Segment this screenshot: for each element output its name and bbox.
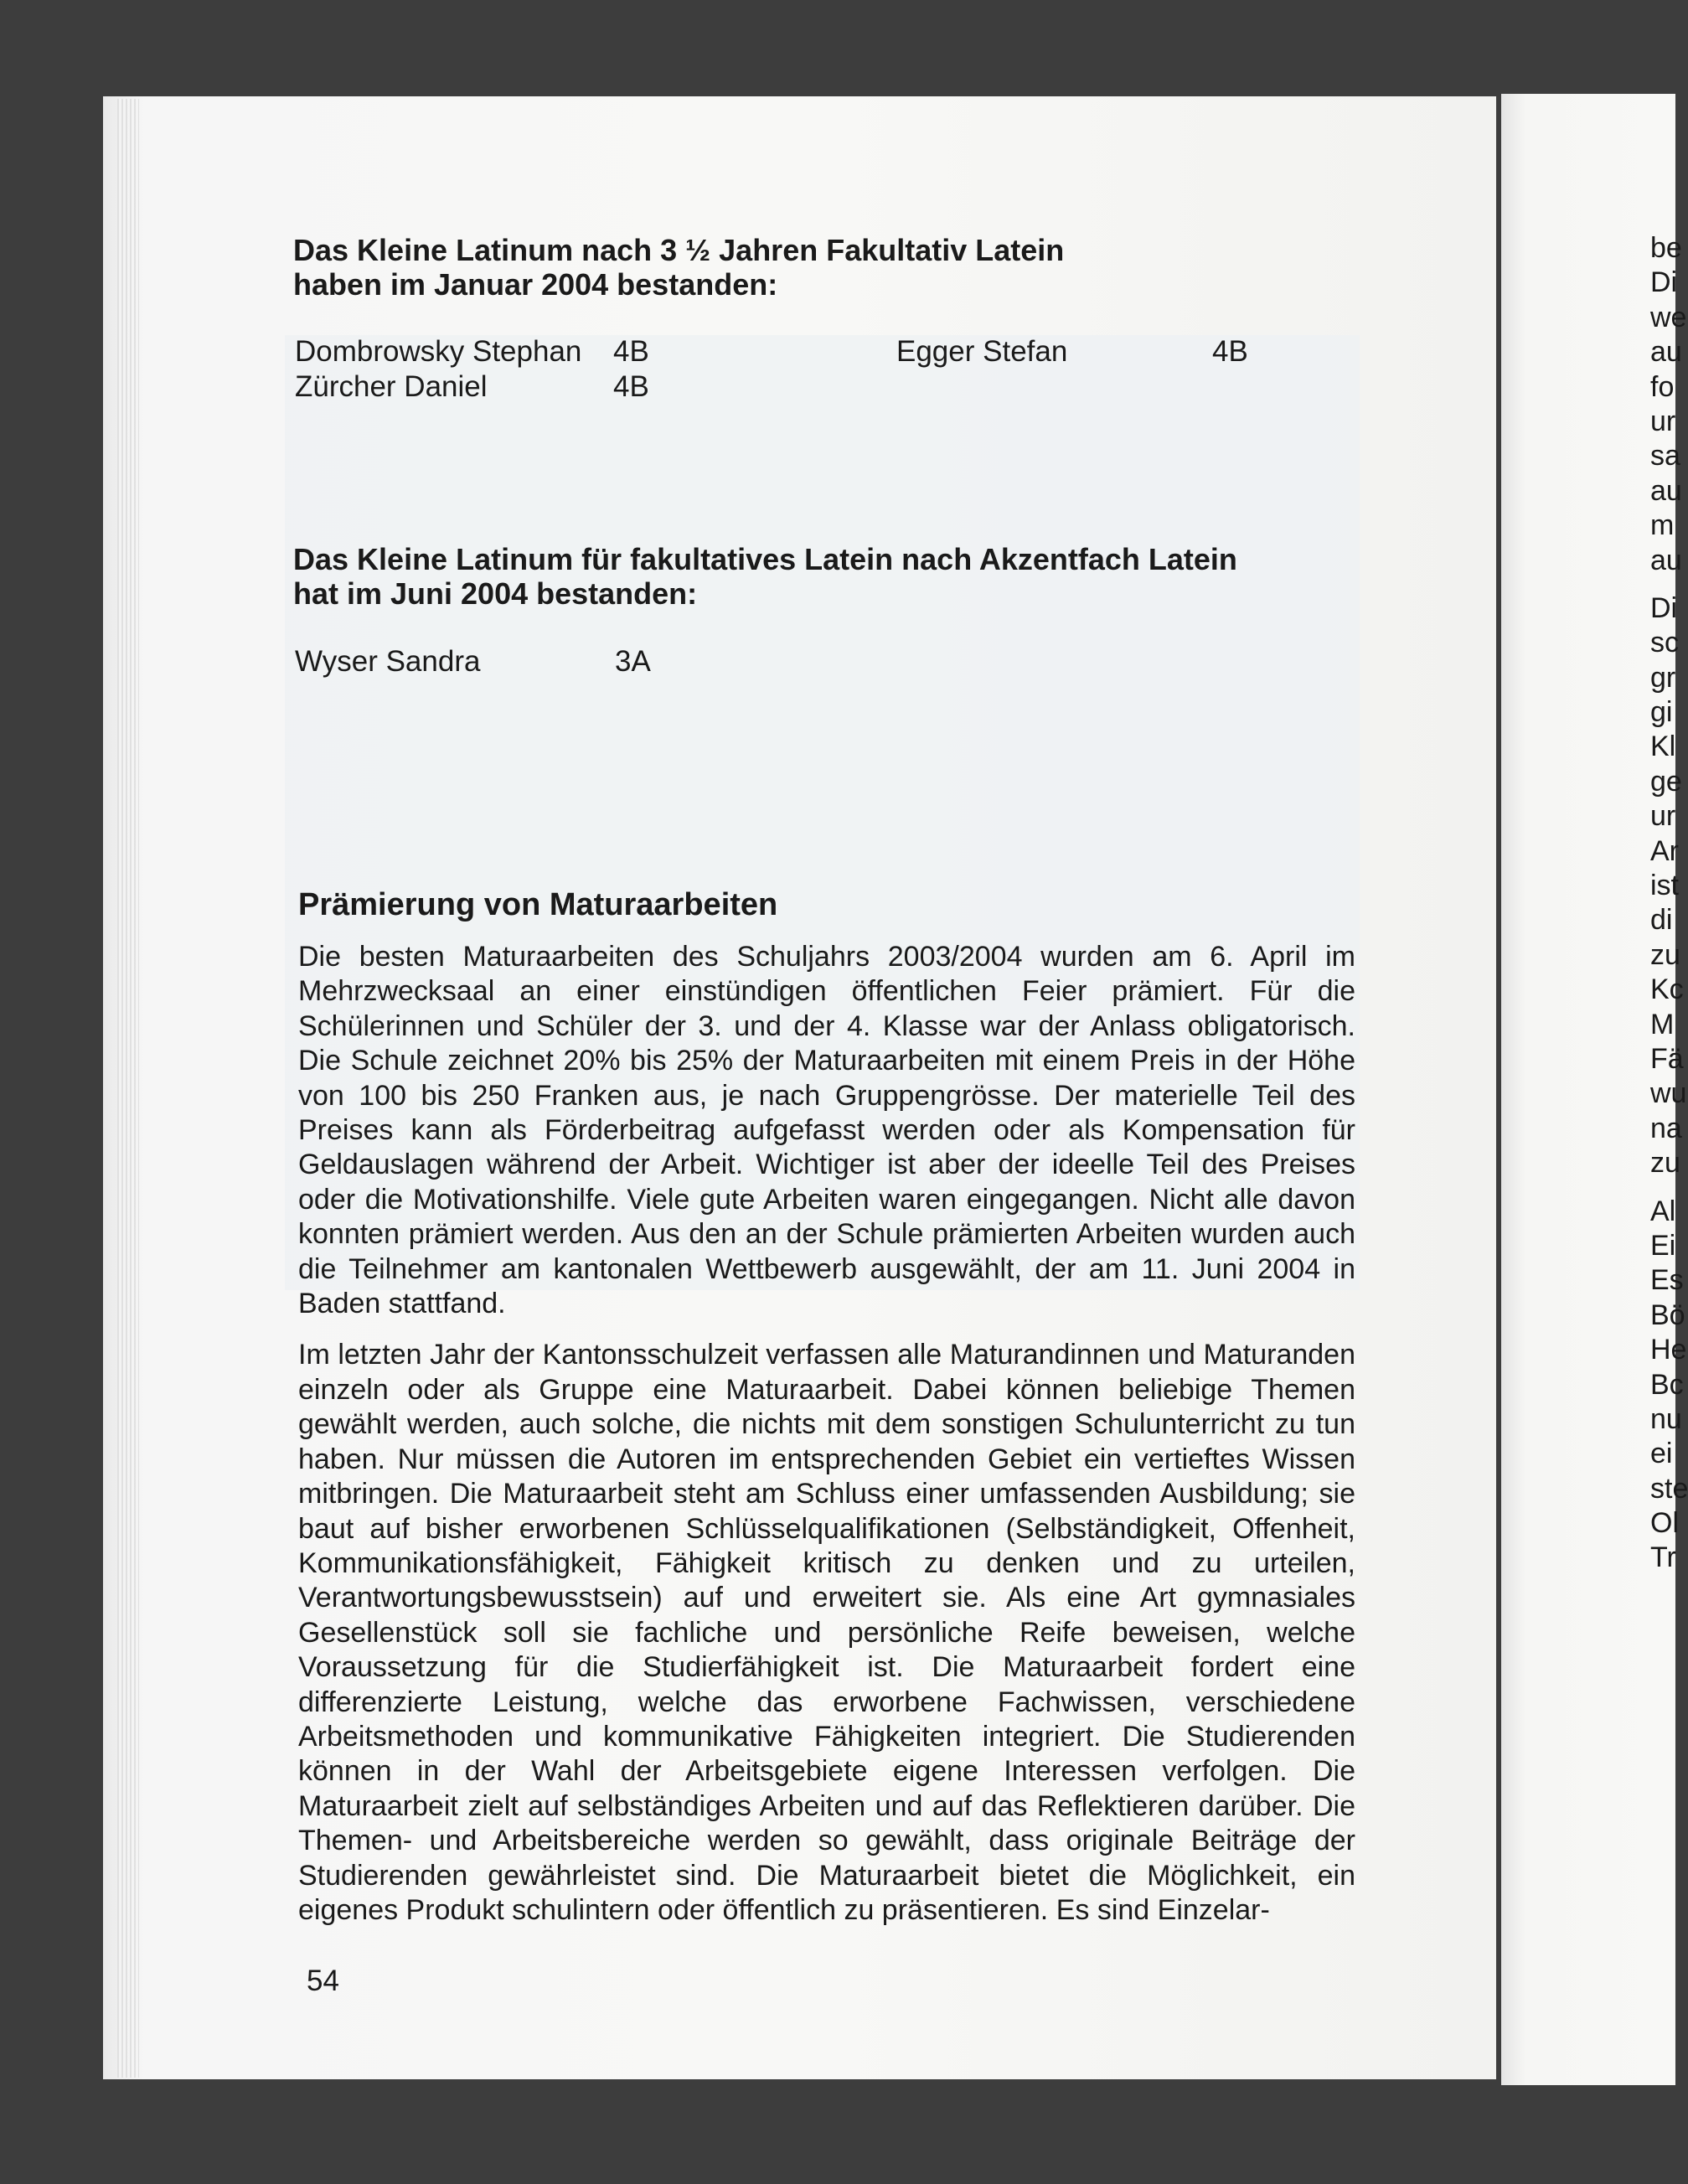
praemierung-title: Prämierung von Maturaarbeiten (298, 887, 778, 922)
fragment: we (1650, 301, 1687, 333)
fragment: be (1650, 232, 1682, 264)
student-name: Egger Stefan (896, 335, 1068, 368)
fragment: Es (1650, 1264, 1684, 1297)
fragment: Ar (1650, 834, 1679, 867)
fragment: ge (1650, 765, 1682, 798)
fragment-gap (1650, 1181, 1675, 1195)
fragment: sc (1650, 627, 1679, 659)
fragment: Ol (1650, 1507, 1679, 1540)
fragment-gap (1650, 578, 1675, 591)
fragment: sa (1650, 440, 1680, 472)
fragment: gr (1650, 661, 1676, 694)
right-page (1501, 94, 1688, 2085)
praemierung-section (298, 886, 1355, 1928)
fragment: wu (1650, 1077, 1687, 1110)
fragment: zu (1650, 1147, 1680, 1180)
fragment: ur (1650, 405, 1676, 437)
page-number: 54 (307, 1965, 339, 1997)
fragment: Di (1650, 591, 1678, 624)
latinum-january-list (295, 334, 1258, 405)
student-row (295, 644, 1258, 679)
fragment: Bc (1650, 1368, 1684, 1401)
fragment: nu (1650, 1402, 1682, 1435)
fragment: Kl (1650, 731, 1676, 763)
student-row (295, 334, 1258, 369)
fragment: He (1650, 1334, 1687, 1366)
fragment: au (1650, 544, 1682, 576)
fragment: di (1650, 904, 1673, 937)
fragment: Fä (1650, 1042, 1684, 1075)
fragment: Bö (1650, 1299, 1685, 1331)
latinum-january-heading-line2: haben im Januar 2004 bestanden: (293, 267, 778, 302)
student-row (295, 369, 1258, 405)
latinum-june-heading-line1: Das Kleine Latinum für fakultatives Latein nach Akzentfach Latein (293, 542, 1237, 576)
student-class: 4B (613, 335, 649, 368)
fragment: M (1650, 1008, 1675, 1040)
fragment: zu (1650, 938, 1680, 971)
fragment: ur (1650, 800, 1676, 833)
latinum-january-section (293, 233, 1361, 302)
latinum-june-section (293, 542, 1361, 611)
right-page-fragments (1650, 231, 1688, 1576)
student-class: 3A (615, 645, 651, 678)
fragment: ei (1650, 1438, 1673, 1470)
fragment: au (1650, 474, 1682, 507)
page-stack-edge (117, 99, 139, 2078)
fragment: fo (1650, 370, 1675, 403)
student-name: Zürcher Daniel (295, 370, 488, 403)
fragment: na (1650, 1112, 1682, 1144)
fragment: Ei (1650, 1229, 1676, 1262)
praemierung-paragraph-1: Die besten Maturaarbeiten des Schuljahrs 2003/2004 wurden am 6. April im Mehrzwecksaal an einer einstündigen öffentlichen Feier prämiert. Für die Schülerinnen und Schüler der 3. und der 4. Klasse war der Anlass obligatorisch. Die Schule zeichnet 20% bis 25% der Maturaarbeiten mit einem Preis in der Höhe von 100 bis 250 Franken aus, je nach Gruppengrösse. Der materielle Teil des Preises kann als Förderbeitrag aufgefasst werden oder als Kompensation für Geldauslagen während der Arbeit. Wichtiger ist aber der ideelle Teil des Preises oder die Motivationshilfe. Viele gute Arbeiten waren eingegangen. Nicht alle davon konnten prämiert werden. Aus den an der Schule prämierten Arbeiten wurden auch die Teilnehmer am kantonalen Wettbewerb ausgewählt, der am 11. Juni 2004 in Baden stattfand. (298, 941, 1355, 1320)
latinum-june-heading-line2: hat im Juni 2004 bestanden: (293, 576, 698, 611)
student-class: 4B (1212, 335, 1248, 368)
student-name: Wyser Sandra (295, 645, 481, 678)
latinum-january-heading-line1: Das Kleine Latinum nach 3 ½ Jahren Fakultativ Latein (293, 233, 1065, 267)
praemierung-paragraph-2: Im letzten Jahr der Kantonsschulzeit verfassen alle Maturandinnen und Maturanden einzeln oder als Gruppe eine Maturaarbeit. Dabei können beliebige Themen gewählt werden, auch solche, die nichts mit dem sonstigen Schulunterricht zu tun haben. Nur müssen die Autoren im entsprechenden Gebiet ein vertieftes Wissen mitbringen. Die Maturaarbeit steht am Schluss einer umfassenden Ausbildung; sie baut auf bisher erworbenen Schlüsselqualifikationen (Selbständigkeit, Offenheit, Kommunikationsfähigkeit, Fähigkeit kritisch zu denken und zu urteilen, Verantwortungsbewusstsein) auf und erweitert sie. Als eine Art gymnasiales Gesellenstück soll sie fachliche und persönliche Reife beweisen, welche Voraussetzung für die Studierfähigkeit ist. Die Maturaarbeit fordert eine differenzierte Leistung, welche das erworbene Fachwissen, verschiedene Arbeitsmethoden und kommunikative Fähigkeiten integriert. Die Studierenden können in der Wahl der Arbeitsgebiete eigene Interessen verfolgen. Die Maturaarbeit zielt auf selbständiges Arbeiten und auf das Reflektieren darüber. Die Themen- und Arbeitsbereiche werden so gewählt, dass originale Beiträge der Studierenden gewährleistet sind. Die Maturaarbeit bietet die Möglichkeit, ein eigenes Produkt schulintern oder öffentlich zu präsentieren. Es sind Einzelar- (298, 1339, 1355, 1926)
fragment: Di (1650, 266, 1678, 299)
fragment: Al (1650, 1195, 1676, 1227)
fragment: m (1650, 509, 1675, 542)
fragment: Kc (1650, 973, 1684, 1006)
fragment: ste (1650, 1472, 1688, 1505)
student-name: Dombrowsky Stephan (295, 335, 582, 368)
fragment: ist (1650, 870, 1679, 902)
fragment: au (1650, 336, 1682, 369)
student-class: 4B (613, 370, 649, 403)
latinum-june-list (295, 644, 1258, 679)
fragment: gi (1650, 696, 1673, 729)
fragment: Tr (1650, 1541, 1676, 1574)
